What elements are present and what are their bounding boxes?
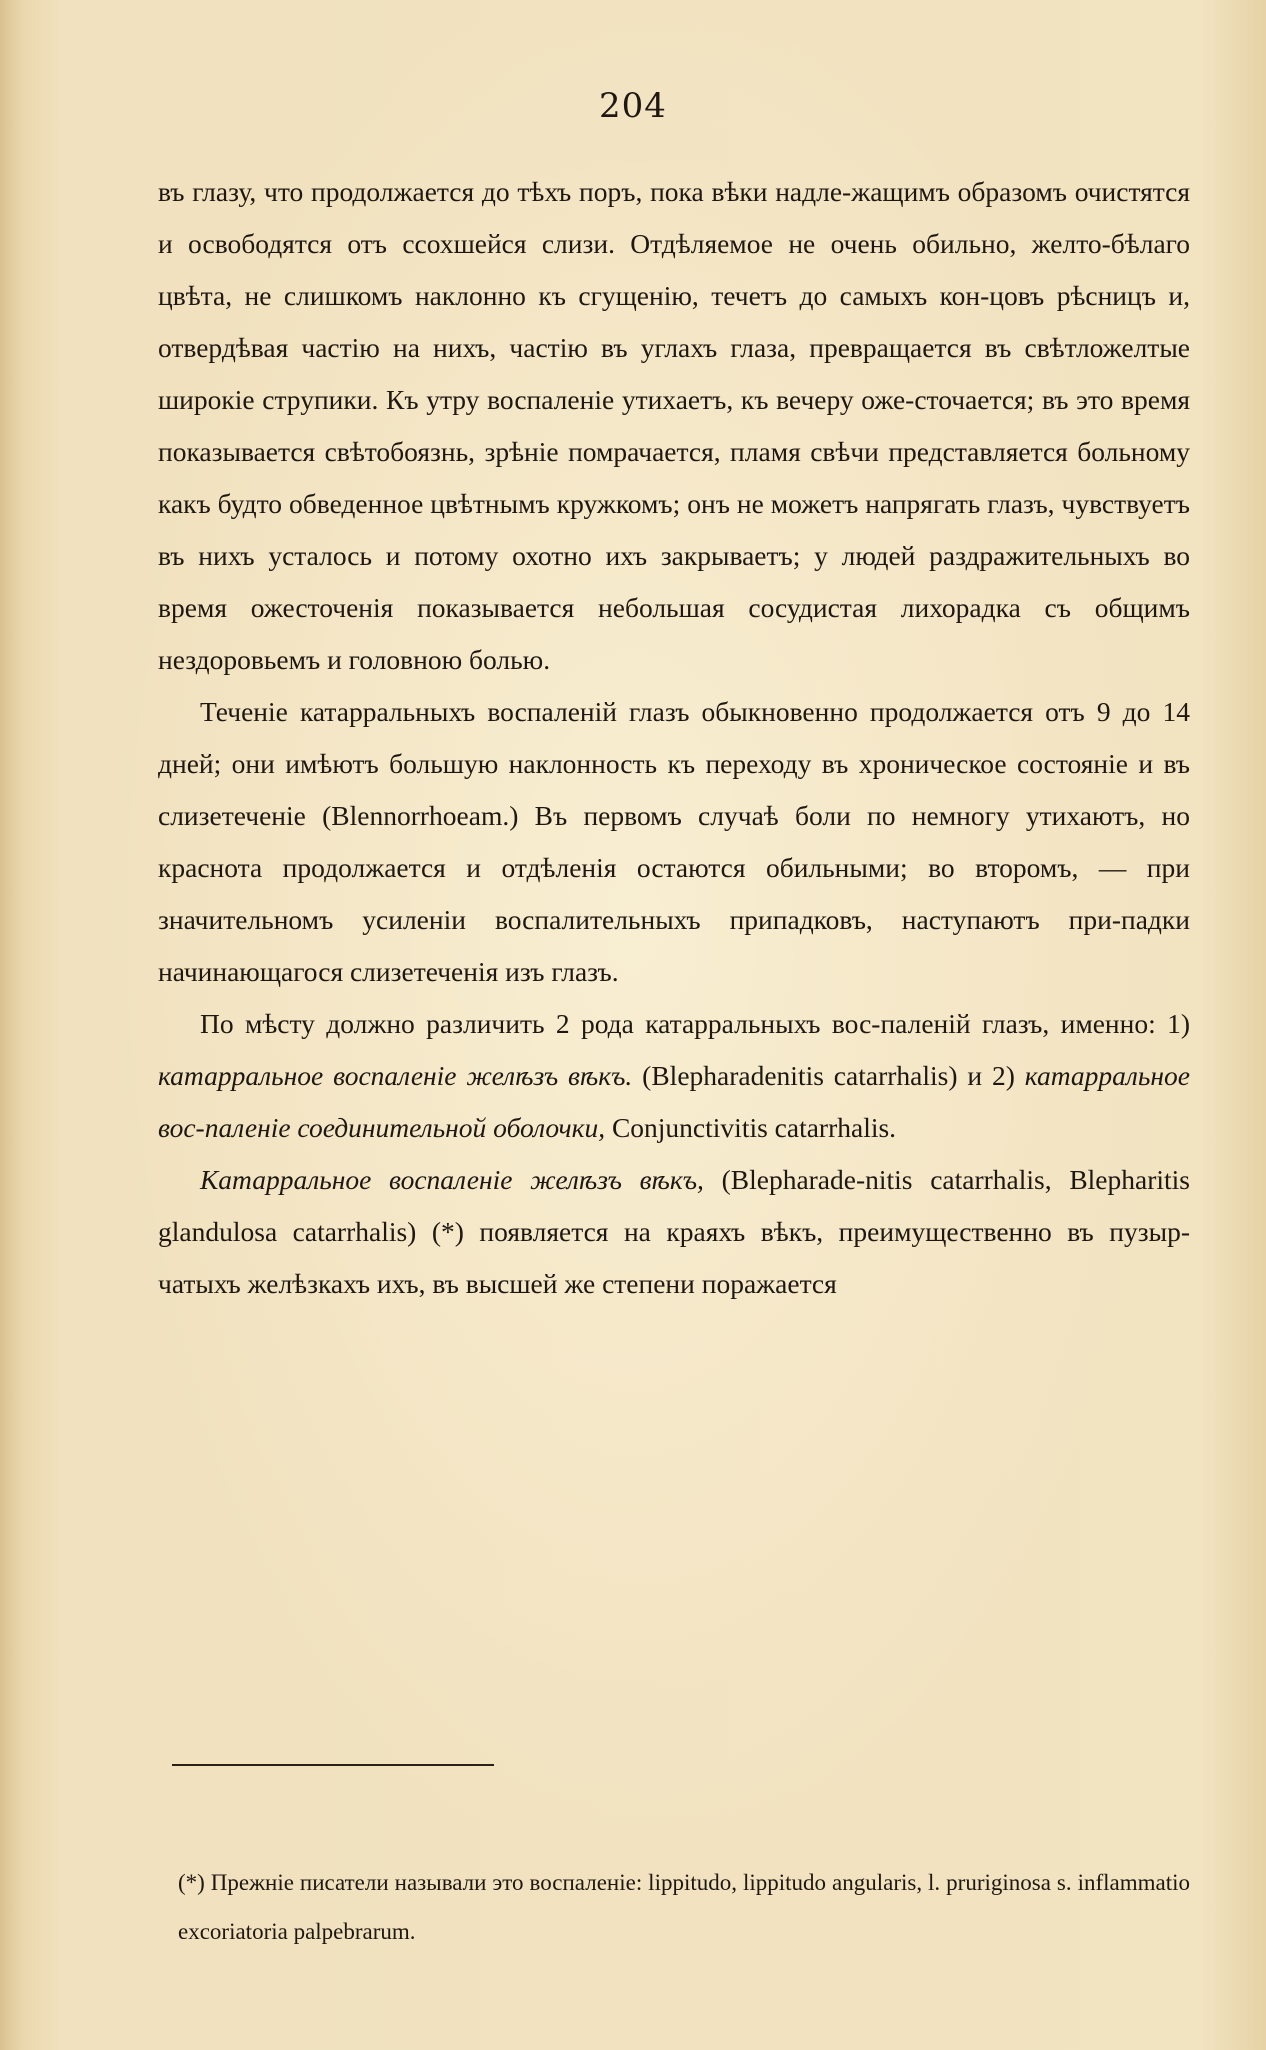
italic-term: катарральное вос-паленіе соединительной оболочки,: [158, 1060, 1190, 1143]
main-text: [158, 166, 1190, 1310]
paragraph-text: По мѣсту должно различить 2 рода катарральныхъ вос-паленій глазъ, именно: 1): [200, 1008, 1190, 1039]
page-number: 204: [599, 86, 667, 126]
paragraph-2: [158, 686, 1190, 998]
paragraph-text: Conjunctivitis catarrhalis.: [605, 1112, 897, 1143]
italic-term: Катарральное воспаленіе желѣзъ вѣкъ,: [200, 1164, 704, 1195]
footnote-text: (*) Прежніе писатели называли это воспаленіе: lippitudo, lippitudo angularis, l. pruriginosa s. inflammatio excoriatoria palpebrarum.: [178, 1870, 1190, 1944]
footnote-divider: [172, 1764, 494, 1766]
footnote: [178, 1858, 1190, 1956]
italic-term: катарральное воспаленіе желѣзъ вѣкъ.: [158, 1060, 633, 1091]
paragraph-text: (Blepharade-nitis catarrhalis, Blepharitis glandulosa catarrhalis) (*) появляется на краяхъ вѣкъ, преимущественно въ пузыр-чатыхъ желѣзкахъ ихъ, въ высшей же степени поражается: [158, 1164, 1190, 1299]
paragraph-text: въ глазу, что продолжается до тѣхъ поръ, пока вѣки надле-жащимъ образомъ очистятся и освободятся отъ ссохшейся слизи. Отдѣляемое не очень обильно, желто-бѣлаго цвѣта, не слишкомъ наклонно къ сгущенію, течетъ до самыхъ кон-цовъ рѣсницъ и, отвердѣвая частію на нихъ, частію въ углахъ глаза, превращается въ свѣтложелтые широкіе струпики. Къ утру воспаленіе утихаетъ, къ вечеру оже-сточается; въ это время показывается свѣтобоязнь, зрѣніе помрачается, пламя свѣчи представляется больному какъ будто обведенное цвѣтнымъ кружкомъ; онъ не можетъ напрягать глазъ, чувствуетъ въ нихъ усталось и потому охотно ихъ закрываетъ; у людей раздражительныхъ во время ожесточенія показывается небольшая сосудистая лихорадка съ общимъ нездоровьемъ и головною болью.: [158, 176, 1190, 675]
paragraph-4: [158, 1154, 1190, 1310]
paragraph-text: (Blepharadenitis catarrhalis) и 2): [632, 1060, 1025, 1091]
paragraph-3: [158, 998, 1190, 1154]
paragraph-1: [158, 166, 1190, 686]
paragraph-text: Теченіе катарральныхъ воспаленій глазъ обыкновенно продолжается отъ 9 до 14 дней; они имѣютъ большую наклонность къ переходу въ хроническое состояніе и въ слизетеченіе (Blennorrhoeam.) Въ первомъ случаѣ боли по немногу утихаютъ, но краснота продолжается и отдѣленія остаются обильными; во второмъ, — при значительномъ усиленіи воспалительныхъ припадковъ, наступаютъ при-падки начинающагося слизетеченія изъ глазъ.: [158, 696, 1190, 987]
